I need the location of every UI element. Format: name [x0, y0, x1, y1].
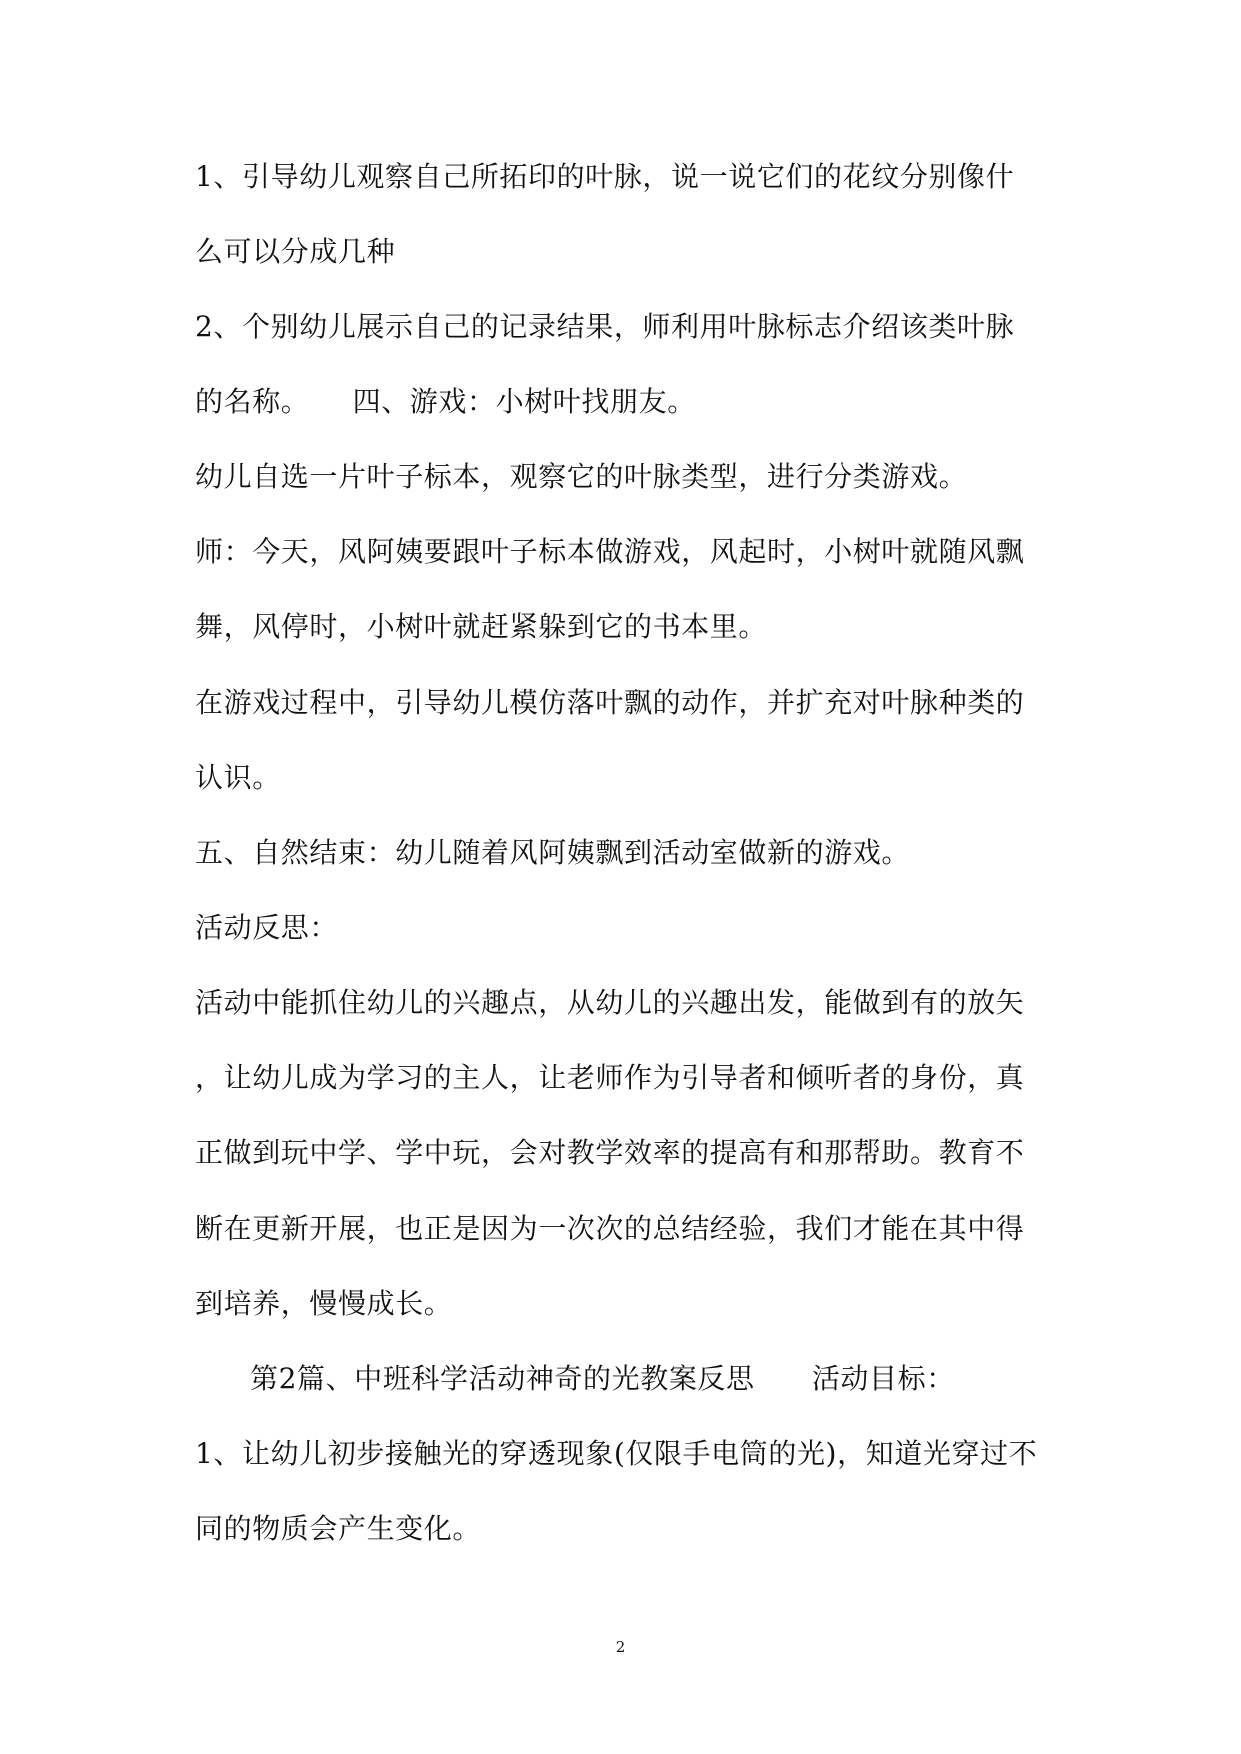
text-line-14: 正做到玩中学、学中玩，会对教学效率的提高有和那帮助。教育不 [195, 1136, 1025, 1169]
text-line-3: 2、个别幼儿展示自己的记录结果，师利用叶脉标志介绍该类叶脉 [195, 310, 1015, 343]
text-line-13: ，让幼儿成为学习的主人，让老师作为引导者和倾听者的身份，真 [195, 1061, 1025, 1094]
text-line-16: 到培养，慢慢成长。 [195, 1287, 453, 1320]
text-line-12: 活动中能抓住幼儿的兴趣点，从幼儿的兴趣出发，能做到有的放矢 [195, 986, 1025, 1019]
text-line-6: 师：今天，风阿姨要跟叶子标本做游戏，风起时，小树叶就随风飘 [195, 535, 1025, 568]
text-line-8: 在游戏过程中，引导幼儿模仿落叶飘的动作，并扩充对叶脉种类的 [195, 686, 1025, 719]
text-line-5: 幼儿自选一片叶子标本，观察它的叶脉类型，进行分类游戏。 [195, 460, 968, 493]
text-line-11: 活动反思： [195, 911, 339, 944]
text-line-19: 同的物质会产生变化。 [195, 1512, 482, 1545]
text-line-2: 么可以分成几种 [195, 235, 396, 268]
text-line-1: 1、引导幼儿观察自己所拓印的叶脉，说一说它们的花纹分别像什 [195, 160, 1015, 193]
page-number: 2 [615, 1638, 626, 1656]
text-line-4: 的名称。 四、游戏：小树叶找朋友。 [195, 385, 696, 418]
text-line-7: 舞，风停时，小树叶就赶紧躲到它的书本里。 [195, 610, 768, 643]
text-line-10: 五、自然结束：幼儿随着风阿姨飘到活动室做新的游戏。 [195, 836, 911, 869]
text-line-15: 断在更新开展，也正是因为一次次的总结经验，我们才能在其中得 [195, 1212, 1025, 1245]
text-line-18: 1、让幼儿初步接触光的穿透现象(仅限手电筒的光)，知道光穿过不 [195, 1437, 1038, 1470]
text-line-17: 第2篇、中班科学活动神奇的光教案反思 活动目标： [250, 1362, 955, 1395]
text-line-9: 认识。 [195, 761, 281, 794]
